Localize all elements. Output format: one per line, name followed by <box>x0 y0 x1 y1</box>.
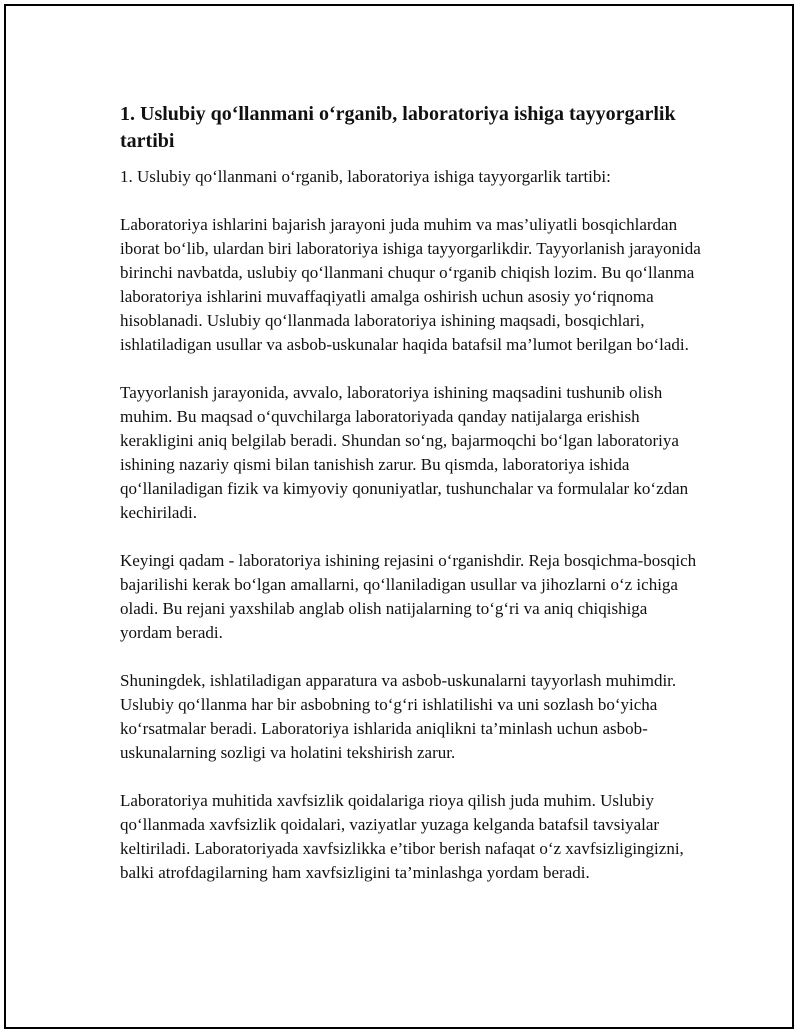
paragraph-safety: Laboratoriya muhitida xavfsizlik qoidalariga rioya qilish juda muhim. Uslubiy qo‘llanmada xavfsizlik qoidalari, vaziyatlar yuzaga kelganda batafsil tavsiyalar keltiriladi. Laboratoriyada xavfsizlikka e’tibor berish nafaqat o‘z xavfsizligingizni, balki atrofdagilarning ham xavfsizligini ta’minlashga yordam beradi. <box>120 791 684 882</box>
paragraph-plan: Keyingi qadam - laboratoriya ishining rejasini o‘rganishdir. Reja bosqichma-bosqich bajarilishi kerak bo‘lgan amallarni, qo‘llaniladigan usullar va jihozlarni o‘z ichiga oladi. Bu rejani yaxshilab anglab olish natijalarning to‘g‘ri va aniq chiqishiga yordam beradi. <box>120 551 697 642</box>
document-body <box>118 101 703 885</box>
page-frame <box>4 4 794 1029</box>
paragraph-equipment: Shuningdek, ishlatiladigan apparatura va asbob-uskunalarni tayyorlash muhimdir. Uslubiy qo‘llanma har bir asbobning to‘g‘ri ishlatilishi va uni sozlash bo‘yicha ko‘rsatmalar beradi. Laboratoriya ishlarida aniqlikni ta’minlash uchun asbob-uskunalarning sozligi va holatini tekshirish zarur. <box>120 671 677 762</box>
paragraph-preparation: Laboratoriya ishlarini bajarish jarayoni juda muhim va mas’uliyatli bosqichlardan iborat bo‘lib, ulardan biri laboratoriya ishiga tayyorgarlikdir. Tayyorlanish jarayonida birinchi navbatda, uslubiy qo‘llanmani chuqur o‘rganib chiqish lozim. Bu qo‘llanma laboratoriya ishlarini muvaffaqiyatli amalga oshirish uchun asosiy yo‘riqnoma hisoblanadi. Uslubiy qo‘llanmada laboratoriya ishining maqsadi, bosqichlari, ishlatiladigan usullar va asbob-uskunalar haqida batafsil ma’lumot berilgan bo‘ladi. <box>120 215 701 354</box>
page-title: 1. Uslubiy qo‘llanmani o‘rganib, laboratoriya ishiga tayyorgarlik tartibi <box>120 103 676 152</box>
paragraph-goal: Tayyorlanish jarayonida, avvalo, laboratoriya ishining maqsadini tushunib olish muhim. Bu maqsad o‘quvchilarga laboratoriyada qanday natijalarga erishish kerakligini aniq belgilab beradi. Shundan so‘ng, bajarmoqchi bo‘lgan laboratoriya ishining nazariy qismi bilan tanishish zarur. Bu qismda, laboratoriya ishida qo‘llaniladigan fizik va kimyoviy qonuniyatlar, tushunchalar va formulalar ko‘zdan kechiriladi. <box>120 383 689 522</box>
section-subtitle: 1. Uslubiy qo‘llanmani o‘rganib, laboratoriya ishiga tayyorgarlik tartibi: <box>120 167 611 186</box>
